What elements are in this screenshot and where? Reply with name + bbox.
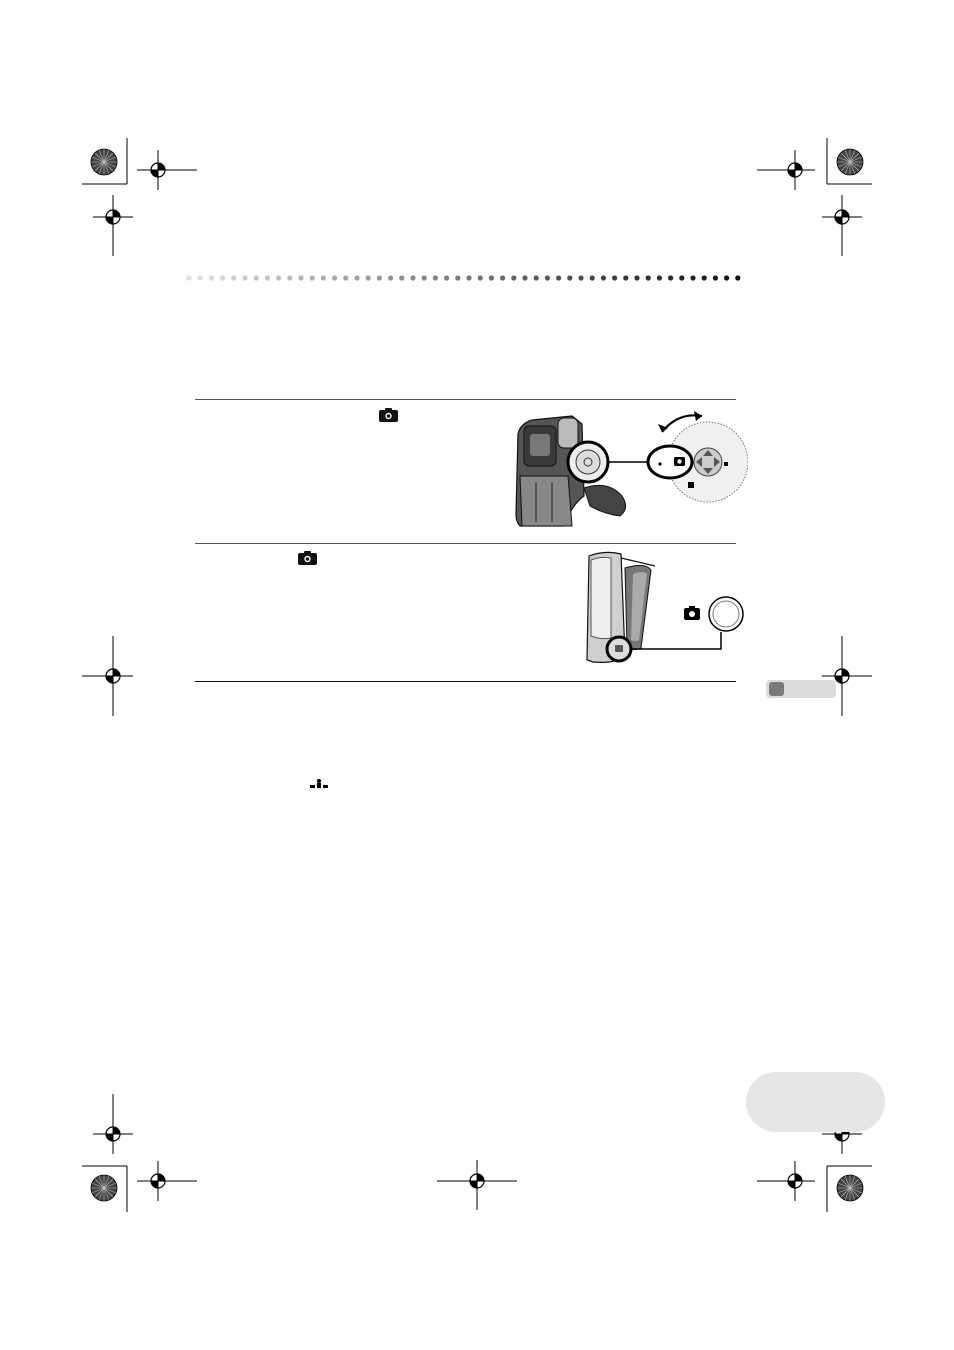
header-dotted-rule — [185, 274, 745, 282]
header-dot — [735, 275, 740, 280]
header-dot — [534, 275, 539, 280]
header-dot — [466, 275, 471, 280]
section-tab — [766, 680, 836, 698]
header-dot — [724, 275, 729, 280]
header-dot — [332, 275, 337, 280]
header-dot — [455, 275, 460, 280]
header-dot — [567, 275, 572, 280]
header-dot — [646, 275, 651, 280]
header-dot — [220, 275, 225, 280]
camera-icon — [298, 551, 317, 565]
mode-dial-illustration — [512, 404, 748, 530]
camera-icon — [379, 408, 398, 422]
header-dot — [209, 275, 214, 280]
header-dot — [433, 275, 438, 280]
header-dot — [634, 275, 639, 280]
steps-bottom-rule — [195, 681, 736, 682]
header-dot — [388, 275, 393, 280]
header-dot — [399, 275, 404, 280]
header-dot — [321, 275, 326, 280]
header-dot — [186, 275, 191, 280]
step-1-top-rule — [195, 399, 736, 400]
header-dot — [623, 275, 628, 280]
header-dot — [265, 275, 270, 280]
header-dot — [679, 275, 684, 280]
header-dot — [287, 275, 292, 280]
header-dot — [489, 275, 494, 280]
page-number-badge — [746, 1072, 885, 1132]
header-dot — [231, 275, 236, 280]
header-dot — [242, 275, 247, 280]
header-dot — [601, 275, 606, 280]
header-dot — [590, 275, 595, 280]
photoshot-button-illustration — [575, 548, 747, 668]
header-dot — [500, 275, 505, 280]
header-dot — [410, 275, 415, 280]
header-dot — [366, 275, 371, 280]
header-dot — [545, 275, 550, 280]
header-dot — [343, 275, 348, 280]
header-dot — [254, 275, 259, 280]
header-dot — [478, 275, 483, 280]
header-dot — [702, 275, 707, 280]
header-dot — [713, 275, 718, 280]
header-dot — [657, 275, 662, 280]
header-dot — [522, 275, 527, 280]
header-dot — [556, 275, 561, 280]
header-dot — [511, 275, 516, 280]
header-dot — [422, 275, 427, 280]
scene-mode-icon — [310, 779, 328, 789]
header-dot — [354, 275, 359, 280]
header-dot — [444, 275, 449, 280]
header-dot — [377, 275, 382, 280]
header-dot — [310, 275, 315, 280]
section-tab-marker — [769, 682, 784, 696]
header-dot — [276, 275, 281, 280]
step-2-top-rule — [195, 543, 736, 544]
header-dot — [612, 275, 617, 280]
header-dot — [298, 275, 303, 280]
header-dot — [668, 275, 673, 280]
header-dot — [198, 275, 203, 280]
header-dot — [690, 275, 695, 280]
header-dot — [578, 275, 583, 280]
